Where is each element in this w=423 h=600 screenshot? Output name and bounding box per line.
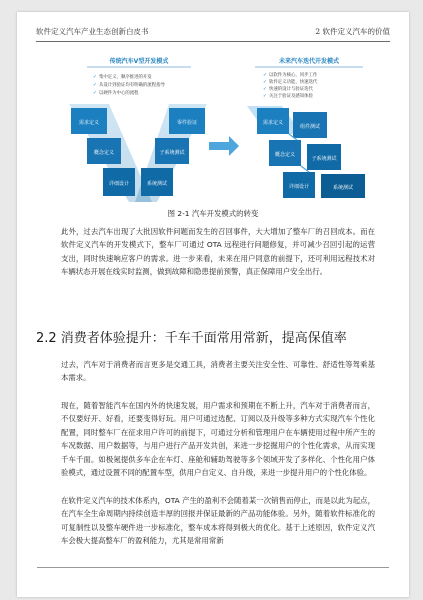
check-icon: ✓: [93, 91, 97, 96]
transition-arrow-icon: [209, 136, 239, 156]
document-page: [17, 12, 409, 597]
header-chapter-title: 2 软件定义汽车的价值: [315, 27, 390, 36]
right-block-concept: 概念定义: [274, 152, 296, 158]
left-bullet-3: 以硬件为中心的流程: [99, 91, 139, 96]
right-block-design: 详细设计: [288, 184, 310, 190]
section-heading: 2.2 消费者体验提升：千车千面常用常新，提高保值率: [36, 331, 347, 346]
development-mode-figure: [57, 52, 377, 202]
right-bullet-1: 以软件为核心，同步工作: [269, 73, 318, 78]
right-block-component-test: 组件测试: [299, 124, 321, 130]
left-block-subsystem-test: 子系统测试: [159, 150, 185, 156]
right-bullet-4: 关注于验证及感知体验: [269, 94, 313, 99]
check-icon: ✓: [263, 94, 267, 99]
right-iterative-blocks: [247, 106, 365, 198]
right-panel-title: 未来汽车迭代开发模式: [278, 58, 340, 65]
paragraph-ota-profit: 在软件定义汽车的技术体系内，OTA 产生的盈利不会随着某一次销售而停止，而是以此为起点，在汽车全生命周期内持续创造丰厚的回报并保证最新的产品功能体验。另外，随着软件标准化的可复制性以及整车硬件进一步标准化，整车成本将得到极大的优化。基于上述原因，软件定义汽车会极大提高整车厂的盈利能力，尤其是常用常新: [61, 496, 375, 546]
paragraph-present: 现在，随着智能汽车在国内外的快速发展，用户需求和预期在不断上升，汽车对于消费者而言，不仅要好开、好看，还要变得好玩。用户可通过选配、订阅以及升级等多种方式实现汽车个性化配置，同时整车厂在征求用户许可的前提下，可通过分析和管理用户在车辆使用过程中所产生的车况数据、用户数据等，与用户进行产品开发共创，来进一步挖掘用户的个性化需求，从而实现千车千面。如极氪提供多车企在车灯、座舱和辅助驾驶等多个领域开发了多样化、个性化用户体验模式，通过设置不同的配置车型，供用户自定义、自升级，来进一步提升用户的个性化体验。: [61, 401, 375, 478]
footer-rule: [37, 567, 389, 568]
left-bullet-2: 从设计到验证均有明确的流程指导: [99, 83, 165, 88]
figure-caption: 图 2-1 汽车开发模式的转变: [167, 209, 259, 218]
right-block-subsystem-test: 子系统测试: [311, 156, 337, 162]
left-block-design: 详细设计: [108, 181, 130, 187]
header-rule: [36, 41, 390, 42]
left-block-concept: 概念定义: [93, 150, 115, 156]
left-block-part-verify: 零件验证: [176, 120, 198, 126]
right-bullets: [263, 71, 318, 99]
header-book-title: 软件定义汽车产业生态创新白皮书: [36, 27, 149, 36]
check-icon: ✓: [93, 83, 97, 88]
check-icon: ✓: [93, 75, 97, 80]
check-icon: ✓: [263, 80, 267, 85]
right-bullet-2: 软件定义功能，快速迭代: [269, 80, 318, 85]
paragraph-past: 过去，汽车对于消费者而言更多是交通工具，消费者主要关注安全性、可靠性、舒适性等驾乘基本需求。: [61, 360, 375, 383]
running-header: [36, 26, 390, 40]
left-block-system-test: 系统测试: [146, 181, 168, 187]
check-icon: ✓: [263, 73, 267, 78]
right-block-system-test: 系统测试: [332, 185, 354, 191]
paragraph-ota-recall: 此外，过去汽车出现了大批因软件问题而发生的召回事件，大大增加了整车厂的召回成本。而在软件定义汽车的开发模式下，整车厂可通过 OTA 远程进行问题修复，并可减少召回引起的运营支出，同时快速响应客户的需求。进一步来看，未来在用户同意的前提下，还可利用远程技术对车辆状态开展在线实时监测，做到故障和隐患提前预警，真正保障用户安全出行。: [61, 227, 375, 277]
right-block-req: 需求定义: [262, 120, 284, 126]
left-bullets: [93, 73, 165, 96]
check-icon: ✓: [263, 87, 267, 92]
left-bullet-1: 集中定义、顺序推进的开发: [99, 75, 152, 80]
right-bullet-3: 快速的设计与验证迭代: [269, 87, 313, 92]
left-panel-title: 传统汽车V型开发模式: [109, 58, 169, 65]
left-block-req: 需求定义: [78, 120, 100, 126]
